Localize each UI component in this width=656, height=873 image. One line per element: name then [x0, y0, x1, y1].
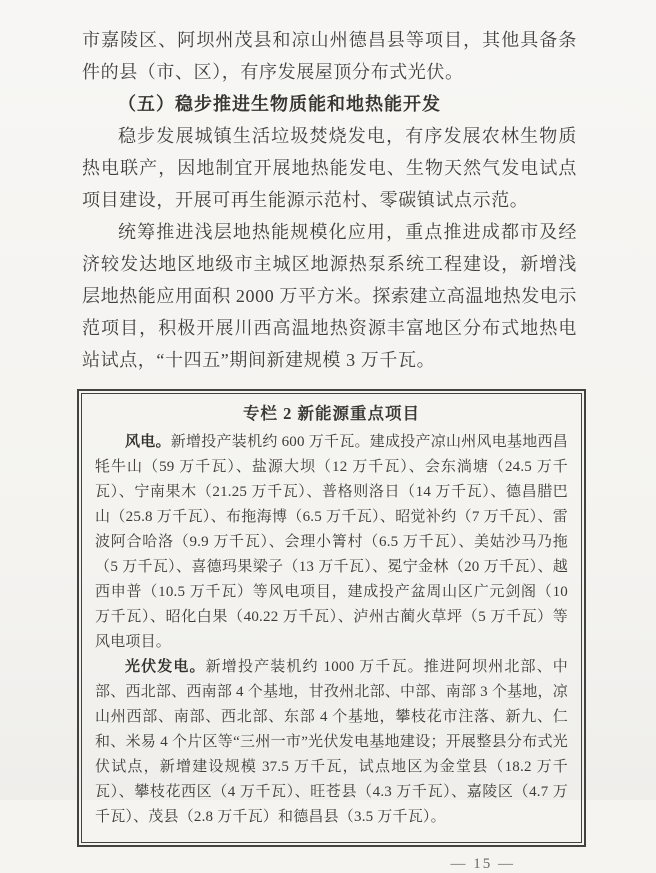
callout-box-title: 专栏 2 新能源重点项目 [243, 404, 420, 423]
callout-box [77, 389, 586, 847]
body-paragraph-geothermal: 统筹推进浅层地热能规模化应用，重点推进成都市及经济较发达地区地级市主城区地源热泵系统工程建设，新增浅层地热能应用面积 2000 万平方米。探索建立高温地热发电示范项目，积极开展川西高温地热资源丰富地区分布式地热电站试点，“十四五”期间新建规模 3 万千瓦。 [82, 222, 577, 370]
callout-box-inner [81, 393, 582, 843]
solar-paragraph-text: 新增投产装机约 1000 万千瓦。推进阿坝州北部、中部、西北部、西南部 4 个基地，甘孜州北部、中部、南部 3 个基地，凉山州西部、南部、西北部、东部 4 个基地，攀枝花市注落、新九、仁和、米易 4 个片区等“三州一市”光伏发电基地建设；开展整县分布式光伏试点，新增建设规模 37.5 万千瓦，试点地区为金堂县（18.2 万千瓦）、攀枝花西区（4 万千瓦）、旺苍县（4.3 万千瓦）、嘉陵区（4.7 万千瓦）、茂县（2.8 万千瓦）和德昌县（3.5 万千瓦）。 [95, 659, 568, 825]
solar-lead-label: 光伏发电。 [125, 659, 206, 675]
callout-paragraph-solar [95, 655, 568, 830]
body-paragraph-biomass: 稳步发展城镇生活垃圾焚烧发电，有序发展农林生物质热电联产，因地制宜开展地热能发电、生物天然气发电试点项目建设，开展可再生能源示范村、零碳镇试点示范。 [82, 126, 577, 210]
page-number: — 15 — [450, 856, 515, 872]
section-heading: （五）稳步推进生物质能和地热能开发 [118, 94, 441, 114]
wind-lead-label: 风电。 [125, 434, 171, 450]
wind-paragraph-text: 新增投产装机约 600 万千瓦。建成投产凉山州风电基地西昌牦牛山（59 万千瓦）、盐源大坝（12 万千瓦）、会东淌塘（24.5 万千瓦）、宁南果木（21.25 万千瓦）、普格则洛日（14 万千瓦）、德昌腊巴山（25.8 万千瓦）、布拖海博（6.5 万千瓦）、昭觉补约（7 万千瓦）、雷波阿合哈洛（9.9 万千瓦）、会理小箐村（6.5 万千瓦）、美姑沙马乃拖（5 万千瓦）、喜德玛果梁子（13 万千瓦）、冕宁金林（20 万千瓦）、越西申普（10.5 万千瓦）等风电项目，建成投产盆周山区广元剑阁（10 万千瓦）、昭化白果（40.22 万千瓦）、泸州古蔺火草坪（5 万千瓦）等风电项目。 [95, 434, 568, 650]
callout-paragraph-wind [95, 430, 568, 655]
body-paragraph-continuation: 市嘉陵区、阿坝州茂县和凉山州德昌县等项目，其他具备条件的县（市、区），有序发展屋顶分布式光伏。 [82, 30, 577, 82]
